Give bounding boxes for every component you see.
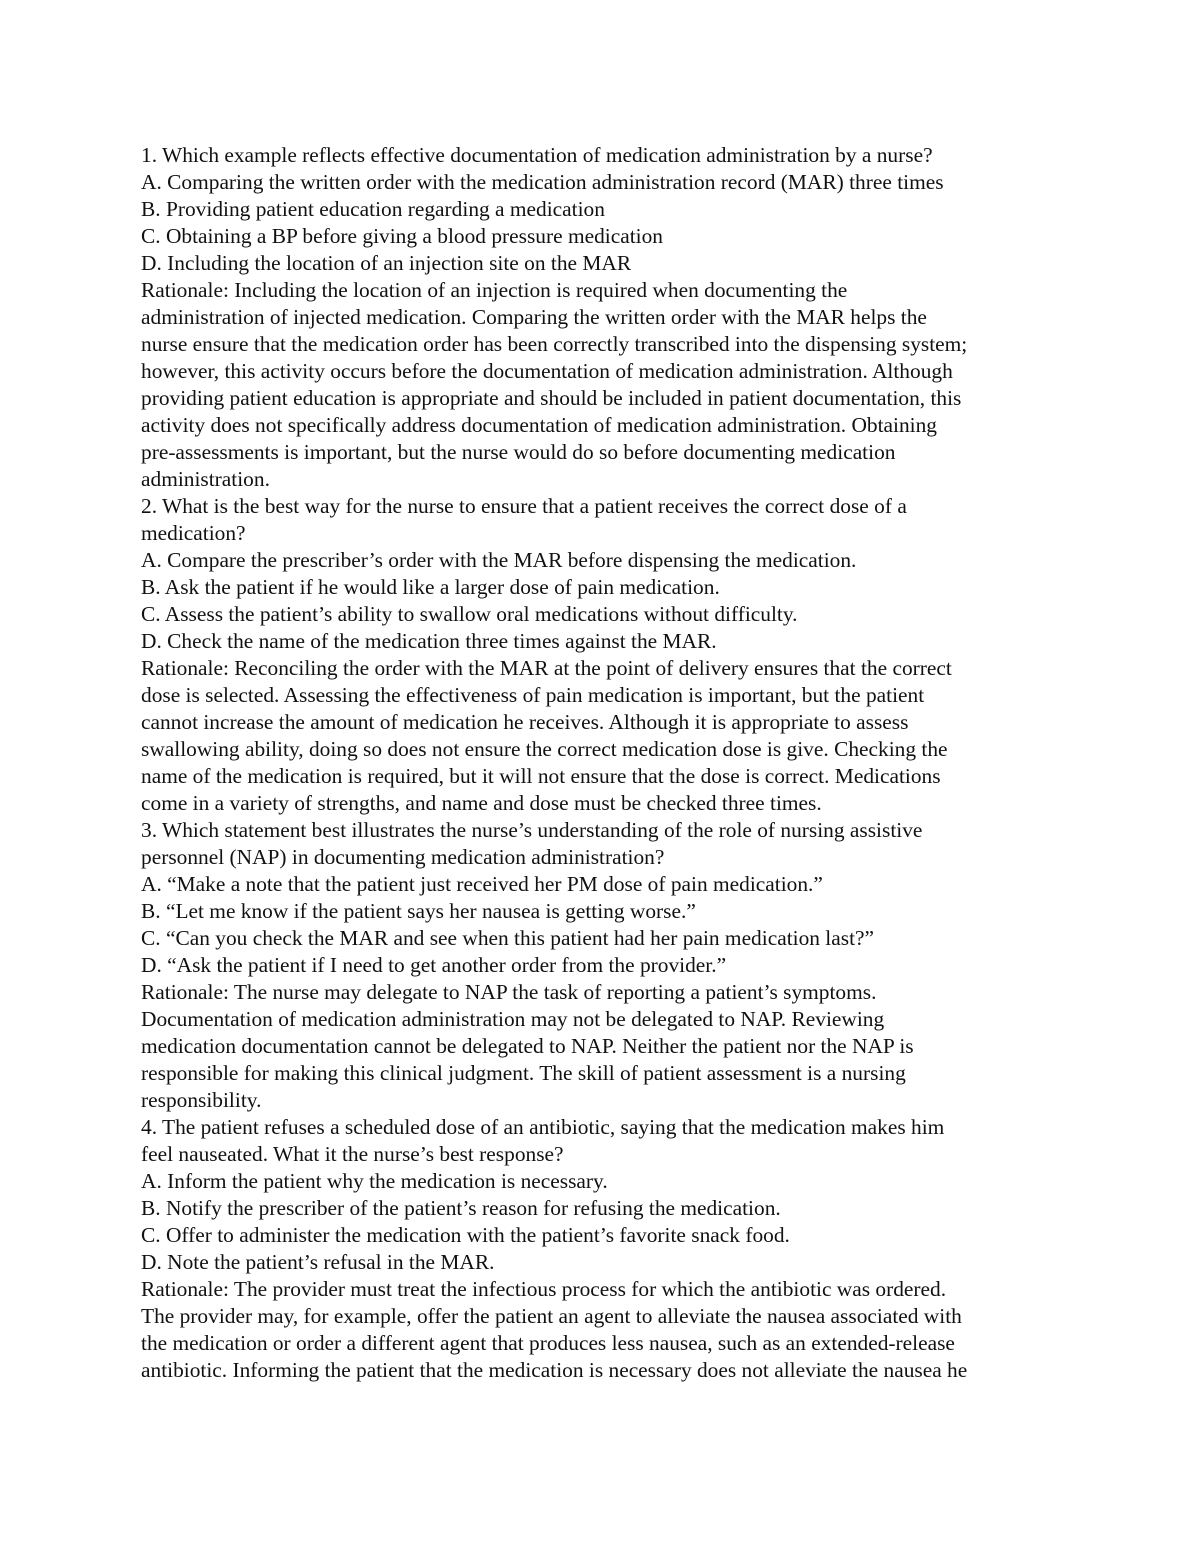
document-text-line: 3. Which statement best illustrates the nurse’s understanding of the role of nursing assistive <box>141 818 923 842</box>
document-text-line: name of the medication is required, but it will not ensure that the dose is correct. Medications <box>141 764 941 788</box>
document-text-line: dose is selected. Assessing the effectiveness of pain medication is important, but the patient <box>141 683 925 707</box>
document-text-line: Rationale: Including the location of an injection is required when documenting the <box>141 278 848 302</box>
document-text-line: administration of injected medication. Comparing the written order with the MAR helps the <box>141 305 927 329</box>
document-text-line: cannot increase the amount of medication he receives. Although it is appropriate to assess <box>141 710 909 734</box>
document-text-line: the medication or order a different agent that produces less nausea, such as an extended-release <box>141 1331 955 1355</box>
document-text-line: feel nauseated. What it the nurse’s best response? <box>141 1142 564 1166</box>
document-text-line: Rationale: Reconciling the order with the MAR at the point of delivery ensures that the correct <box>141 656 952 680</box>
document-text-line: pre-assessments is important, but the nurse would do so before documenting medication <box>141 440 896 464</box>
document-text-line: antibiotic. Informing the patient that the medication is necessary does not alleviate the nausea he <box>141 1358 968 1382</box>
document-text-line: administration. <box>141 467 270 491</box>
document-text-line: C. Obtaining a BP before giving a blood pressure medication <box>141 224 663 248</box>
document-text-line: A. Inform the patient why the medication is necessary. <box>141 1169 608 1193</box>
document-text-line: B. “Let me know if the patient says her nausea is getting worse.” <box>141 899 696 923</box>
document-text-line: D. Check the name of the medication three times against the MAR. <box>141 629 717 653</box>
document-text-line: come in a variety of strengths, and name and dose must be checked three times. <box>141 791 822 815</box>
document-text-line: Rationale: The nurse may delegate to NAP the task of reporting a patient’s symptoms. <box>141 980 877 1004</box>
document-text-line: A. Compare the prescriber’s order with the MAR before dispensing the medication. <box>141 548 857 572</box>
document-text-line: personnel (NAP) in documenting medication administration? <box>141 845 665 869</box>
document-text-line: medication? <box>141 521 246 545</box>
document-text-line: C. Assess the patient’s ability to swallow oral medications without difficulty. <box>141 602 798 626</box>
document-text-line: 2. What is the best way for the nurse to ensure that a patient receives the correct dose of a <box>141 494 907 518</box>
document-text-line: swallowing ability, doing so does not ensure the correct medication dose is give. Checking the <box>141 737 948 761</box>
document-text-line: responsible for making this clinical judgment. The skill of patient assessment is a nursing <box>141 1061 906 1085</box>
document-text-line: The provider may, for example, offer the patient an agent to alleviate the nausea associated with <box>141 1304 962 1328</box>
document-text-line: Rationale: The provider must treat the infectious process for which the antibiotic was ordered. <box>141 1277 947 1301</box>
document-text-line: activity does not specifically address documentation of medication administration. Obtaining <box>141 413 938 437</box>
document-text-line: B. Ask the patient if he would like a larger dose of pain medication. <box>141 575 720 599</box>
document-text-line: D. Note the patient’s refusal in the MAR. <box>141 1250 495 1274</box>
document-text-line: 1. Which example reflects effective documentation of medication administration by a nurse? <box>141 143 933 167</box>
document-text-line: C. Offer to administer the medication with the patient’s favorite snack food. <box>141 1223 790 1247</box>
document-text-line: nurse ensure that the medication order has been correctly transcribed into the dispensing system; <box>141 332 968 356</box>
document-text-line: C. “Can you check the MAR and see when this patient had her pain medication last?” <box>141 926 875 950</box>
document-text-line: A. “Make a note that the patient just received her PM dose of pain medication.” <box>141 872 823 896</box>
document-text-line: providing patient education is appropriate and should be included in patient documentation, this <box>141 386 962 410</box>
document-text-line: medication documentation cannot be delegated to NAP. Neither the patient nor the NAP is <box>141 1034 914 1058</box>
document-text-line: B. Providing patient education regarding a medication <box>141 197 605 221</box>
document-text-line: A. Comparing the written order with the medication administration record (MAR) three times <box>141 170 944 194</box>
document-text-line: B. Notify the prescriber of the patient’s reason for refusing the medication. <box>141 1196 781 1220</box>
document-text-line: Documentation of medication administration may not be delegated to NAP. Reviewing <box>141 1007 885 1031</box>
document-text-line: D. “Ask the patient if I need to get another order from the provider.” <box>141 953 727 977</box>
document-text-line: 4. The patient refuses a scheduled dose of an antibiotic, saying that the medication makes him <box>141 1115 945 1139</box>
document-body <box>141 142 1061 1384</box>
document-text-line: responsibility. <box>141 1088 262 1112</box>
document-text-line: however, this activity occurs before the documentation of medication administration. Although <box>141 359 953 383</box>
document-text-line: D. Including the location of an injection site on the MAR <box>141 251 632 275</box>
